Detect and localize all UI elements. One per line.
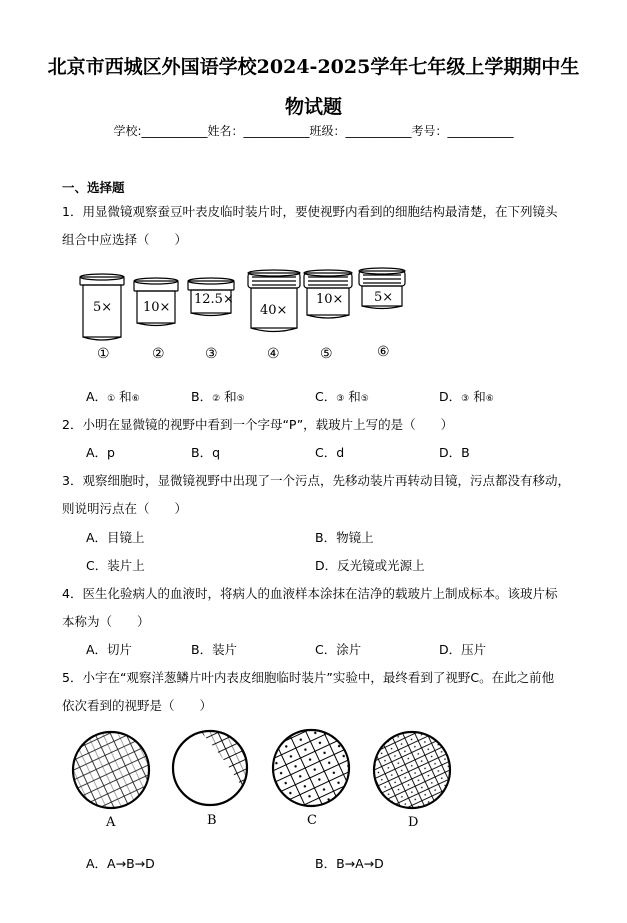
q1-text-line2: 组合中应选择（ ）	[62, 232, 188, 247]
option-letter: C．	[315, 389, 337, 404]
q3-text-line1: 3．观察细胞时，显微镜视野中出现了一个污点，先移动装片再转动目镜，污点都没有移动，	[62, 473, 570, 488]
option-and: 和	[469, 389, 486, 404]
q2-option-c[interactable]: C．d	[315, 445, 345, 460]
view-label: C	[307, 813, 317, 828]
view-c-circle	[270, 728, 352, 810]
option-part-b: ⑤	[360, 394, 369, 404]
q2-option-a[interactable]: A．p	[86, 445, 115, 460]
option-letter: D．	[439, 389, 462, 404]
lens-mag-label: 5×	[93, 300, 113, 315]
objective-lens-4	[248, 270, 300, 332]
view-label: A	[106, 815, 116, 830]
lens-number-label: ①	[97, 346, 110, 362]
q4-option-a[interactable]: A．切片	[86, 642, 133, 657]
q5-text-line2: 依次看到的视野是（ ）	[62, 698, 213, 713]
q1-option-c[interactable]	[315, 387, 369, 405]
lens-mag-label: 40×	[260, 303, 288, 318]
q1-option-d[interactable]	[439, 387, 494, 405]
q3-option-a[interactable]: A．目镜上	[86, 530, 145, 545]
option-part-a: ①	[107, 394, 116, 404]
q3-option-d[interactable]: D．反光镜或光源上	[315, 558, 425, 573]
q1-option-a[interactable]	[86, 387, 140, 405]
option-and: 和	[344, 389, 361, 404]
q3-text-line2: 则说明污点在（ ）	[62, 501, 188, 516]
q2-text: 2．小明在显微镜的视野中看到一个字母“P”，载玻片上写的是（ ）	[62, 417, 454, 432]
section-heading: 一、选择题	[62, 180, 125, 195]
q1-text-line1: 1．用显微镜观察蚕豆叶表皮临时装片时，要使视野内看到的细胞结构最清楚，在下列镜头	[62, 204, 558, 219]
lens-number-label: ⑥	[377, 344, 390, 360]
view-d-circle	[371, 730, 453, 812]
q4-option-b[interactable]: B．装片	[191, 642, 238, 657]
q5-option-b[interactable]: B．B→A→D	[315, 856, 384, 871]
lens-number-label: ②	[152, 346, 165, 362]
q4-option-d[interactable]: D．压片	[439, 642, 487, 657]
lens-mag-label: 10×	[143, 300, 171, 315]
q2-option-d[interactable]: D．B	[439, 445, 470, 460]
q1-option-b[interactable]	[191, 387, 245, 405]
option-part-b: ⑥	[485, 394, 494, 404]
option-part-b: ⑥	[131, 394, 140, 404]
option-letter: B．	[191, 389, 213, 404]
option-and: 和	[220, 389, 237, 404]
lens-mag-label: 12.5×	[194, 292, 234, 307]
q3-option-b[interactable]: B．物镜上	[315, 530, 374, 545]
lens-number-label: ④	[267, 346, 280, 362]
page-title-line1: 北京市西城区外国语学校2024-2025学年七年级上学期期中生	[47, 56, 580, 78]
lens-number-label: ⑤	[320, 346, 333, 362]
view-label: B	[207, 813, 217, 828]
option-part-a: ②	[212, 394, 221, 404]
lens-number-label: ③	[205, 346, 218, 362]
view-b-circle	[173, 731, 250, 805]
q4-option-c[interactable]: C．涂片	[315, 642, 362, 657]
q4-text-line2: 本称为（ ）	[62, 614, 150, 629]
option-part-a: ③	[461, 394, 470, 404]
q3-option-c[interactable]: C．装片上	[86, 558, 145, 573]
q5-text-line1: 5．小宇在“观察洋葱鳞片叶内表皮细胞临时装片”实验中，最终看到了视野C。在此之前他	[62, 670, 555, 685]
option-part-b: ⑤	[236, 394, 245, 404]
option-part-a: ③	[336, 394, 345, 404]
view-label: D	[408, 815, 419, 830]
lens-mag-label: 10×	[316, 292, 344, 307]
lens-mag-label: 5×	[374, 290, 394, 305]
page-title-line2: 物试题	[284, 96, 342, 118]
q4-text-line1: 4．医生化验病人的血液时，将病人的血液样本涂抹在洁净的载玻片上制成标本。该玻片标	[62, 586, 558, 601]
view-a-circle	[70, 730, 152, 812]
q5-option-a[interactable]: A．A→B→D	[86, 856, 155, 871]
student-info-line: 学校:___________姓名：___________班级：___________考号：___________	[113, 124, 514, 138]
q2-option-b[interactable]: B．q	[191, 445, 221, 460]
option-and: 和	[115, 389, 132, 404]
option-letter: A．	[86, 389, 108, 404]
